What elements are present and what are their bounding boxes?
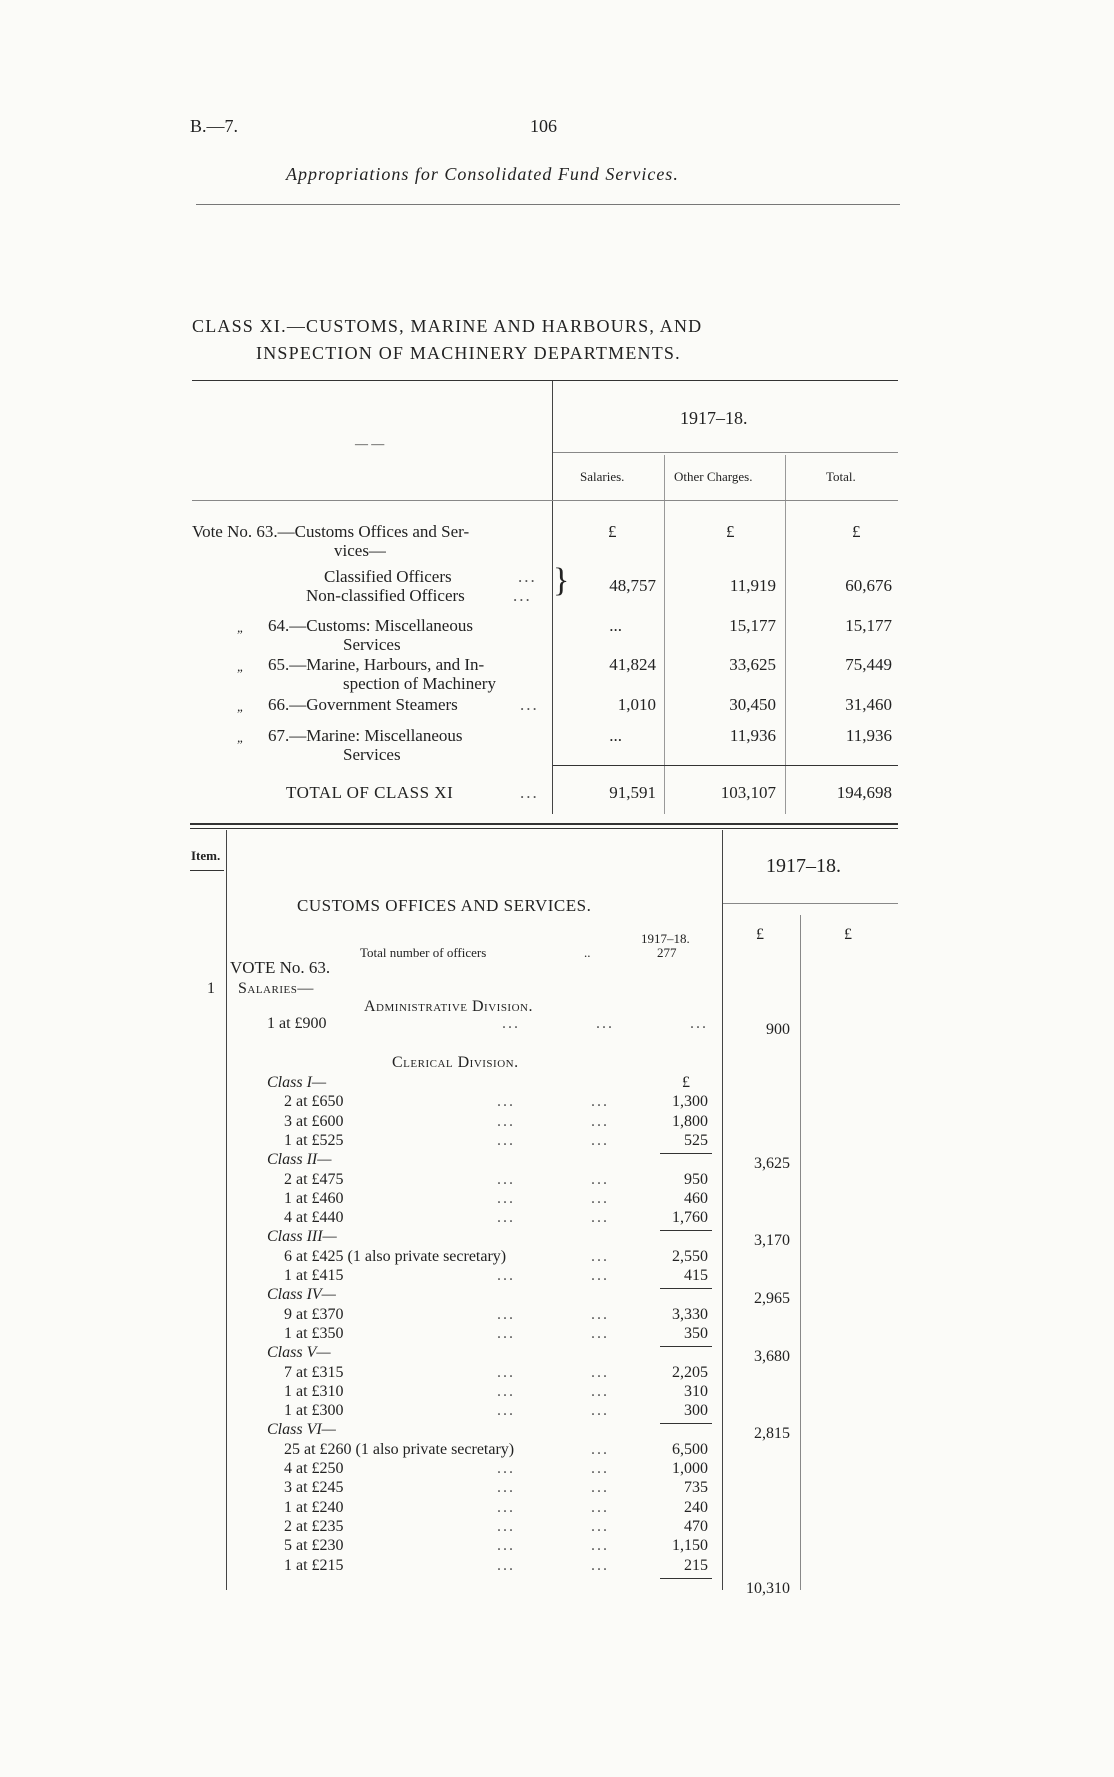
vote-66-total: 31,460 — [845, 695, 892, 714]
class-subtotal: 3,170 — [754, 1232, 790, 1250]
admin-division-heading: Administrative Division. — [364, 998, 533, 1015]
leader-dots: ... — [513, 586, 532, 605]
leader-dots: ... — [497, 1517, 515, 1535]
header-bottom-rule — [192, 500, 898, 501]
salary-line-amount: 950 — [684, 1170, 708, 1188]
item-column-header: Item. — [191, 848, 221, 863]
leader-dots: ... — [591, 1537, 609, 1555]
vote-65-other: 33,625 — [729, 655, 776, 674]
subtotal-rule — [660, 1578, 712, 1579]
salary-line-label: 2 at £650 — [284, 1093, 344, 1111]
leader-dots: ... — [497, 1093, 515, 1111]
leader-dots: ... — [497, 1112, 515, 1130]
salary-line-amount: 1,300 — [672, 1093, 708, 1111]
vote-65-label: 65.—Marine, Harbours, and In- — [268, 655, 485, 674]
leader-dots: ... — [497, 1382, 515, 1400]
vote-64-label: 64.—Customs: Miscellaneous — [268, 616, 473, 635]
vote-64-label-cont: Services — [343, 635, 401, 654]
leader-dots: ... — [497, 1209, 515, 1227]
leader-dots: ... — [497, 1324, 515, 1342]
leader-dots: ... — [502, 1015, 520, 1032]
salary-line-label: 1 at £310 — [284, 1382, 344, 1400]
summary-bottom-rule — [190, 828, 898, 829]
salary-line-amount: 2,205 — [672, 1363, 708, 1381]
vote-64-salaries: ... — [609, 616, 622, 635]
leader-dots: ... — [497, 1460, 515, 1477]
header-rule — [196, 204, 900, 205]
class-name: Class II— — [267, 1151, 332, 1169]
salary-line-amount: 1,800 — [672, 1112, 708, 1130]
salary-line-amount: 310 — [684, 1382, 708, 1400]
class-name: Class IV— — [267, 1286, 336, 1304]
vote-67-total: 11,936 — [845, 726, 892, 745]
ditto-mark: „ — [237, 730, 245, 745]
salary-line-amount: 470 — [684, 1517, 708, 1535]
pound-sign: £ — [756, 926, 764, 943]
class-name: Class I— — [267, 1074, 327, 1091]
class-name: Class III— — [267, 1228, 337, 1246]
salary-line-label: 4 at £440 — [284, 1209, 344, 1227]
salary-line-amount: 735 — [684, 1479, 708, 1497]
salary-line-amount: 525 — [684, 1131, 708, 1149]
summary-divider — [785, 455, 786, 814]
leader-dots: ... — [591, 1267, 609, 1284]
vote-65-label-cont: spection of Machinery — [343, 674, 496, 693]
class-subtotal: 2,815 — [754, 1425, 790, 1443]
item-number: 1 — [207, 980, 215, 997]
page-number: 106 — [530, 116, 557, 136]
leader-dots: ... — [591, 1382, 609, 1400]
vote-65-total: 75,449 — [845, 655, 892, 674]
year-rule — [553, 452, 898, 453]
salary-line-label: 2 at £235 — [284, 1517, 344, 1535]
leader-dots: ... — [520, 695, 539, 714]
vote-64-total: 15,177 — [845, 616, 892, 635]
salary-line-label: 6 at £425 (1 also private secretary) — [284, 1247, 507, 1265]
vote-66-salaries: 1,010 — [617, 695, 656, 714]
subtotal-rule — [660, 1346, 712, 1347]
detail-year-rule — [723, 903, 898, 904]
subtotal-rule — [660, 1423, 712, 1424]
vote-66-label: 66.—Government Steamers — [268, 695, 458, 714]
summary-blank-header: — — — [355, 436, 385, 451]
officers-year: 1917–18. — [641, 931, 690, 946]
leader-dots: ... — [497, 1170, 515, 1188]
salary-line-label: 1 at £460 — [284, 1189, 344, 1207]
total-other: 103,107 — [720, 783, 776, 802]
salary-line-label: 1 at £525 — [284, 1131, 344, 1149]
currency-other: £ — [726, 522, 735, 541]
detail-year: 1917–18. — [766, 855, 841, 877]
class-title-line1: CLASS XI.—CUSTOMS, MARINE AND HARBOURS, AND — [192, 316, 703, 336]
class-title-line2: INSPECTION OF MACHINERY DEPARTMENTS. — [256, 343, 681, 363]
col-header-other-charges: Other Charges. — [674, 469, 753, 484]
leader-dots: ... — [591, 1402, 609, 1420]
admin-line: 1 at £900 — [267, 1015, 327, 1032]
salary-line-amount: 3,330 — [672, 1305, 708, 1323]
total-rule — [553, 765, 898, 766]
vote-63-total: 60,676 — [845, 576, 892, 595]
vote-63-label: Vote No. 63.—Customs Offices and Ser- — [192, 522, 470, 541]
leader-dots: ... — [591, 1556, 609, 1574]
salary-line-amount: 1,000 — [672, 1460, 708, 1477]
leader-dots: ... — [591, 1363, 609, 1381]
salary-line-amount: 215 — [684, 1556, 708, 1574]
document-reference: B.—7. — [190, 116, 239, 136]
salary-line-amount: 350 — [684, 1324, 708, 1342]
col-header-total: Total. — [826, 469, 856, 484]
subtotal-rule — [660, 1288, 712, 1289]
leader-dots: ... — [591, 1131, 609, 1149]
summary-year: 1917–18. — [680, 408, 748, 428]
salary-line-label: 1 at £415 — [284, 1267, 344, 1284]
leader-dots: ... — [591, 1517, 609, 1535]
vote-67-salaries: ... — [609, 726, 622, 745]
class-subtotal: 10,310 — [746, 1579, 790, 1597]
subtotal-rule — [660, 1230, 712, 1231]
salary-line-label: 9 at £370 — [284, 1305, 344, 1323]
leader-dots: ... — [497, 1556, 515, 1574]
class-subtotal: 3,625 — [754, 1155, 790, 1173]
salary-line-label: 1 at £240 — [284, 1498, 344, 1516]
salary-line-amount: 6,500 — [672, 1440, 708, 1458]
salary-line-label: 1 at £215 — [284, 1556, 344, 1574]
col-header-salaries: Salaries. — [580, 469, 625, 484]
ditto-mark: „ — [237, 659, 245, 674]
classified-officers-label: Classified Officers — [324, 567, 452, 586]
item-column-divider — [226, 830, 227, 1590]
leader-dots: ... — [497, 1305, 515, 1323]
salary-line-amount: 300 — [684, 1402, 708, 1420]
class-name: Class V— — [267, 1344, 331, 1362]
leader-dots: ... — [591, 1170, 609, 1188]
leader-dots: ... — [591, 1112, 609, 1130]
leader-dots: ... — [591, 1093, 609, 1111]
vote-64-other: 15,177 — [729, 616, 776, 635]
salary-line-label: 3 at £245 — [284, 1479, 344, 1497]
leader-dots: ... — [497, 1402, 515, 1420]
vote-67-other: 11,936 — [729, 726, 776, 745]
leader-dots: ... — [591, 1324, 609, 1342]
salary-line-label: 5 at £230 — [284, 1537, 344, 1555]
item-header-rule — [190, 870, 224, 871]
leader-dots: ... — [518, 567, 537, 586]
leader-dots: ... — [497, 1267, 515, 1284]
salary-line-amount: 1,760 — [672, 1209, 708, 1227]
leader-dots: ... — [591, 1247, 609, 1265]
leader-dots: ... — [591, 1498, 609, 1516]
salary-line-label: 7 at £315 — [284, 1363, 344, 1381]
vote-63-salaries: 48,757 — [609, 576, 656, 595]
leader-dots: ... — [497, 1537, 515, 1555]
class-subtotal: 3,680 — [754, 1348, 790, 1366]
leader-dots: ... — [497, 1498, 515, 1516]
leader-dots: ... — [591, 1479, 609, 1497]
summary-top-rule — [192, 380, 898, 381]
page-subtitle: Appropriations for Consolidated Fund Services. — [286, 164, 679, 184]
salary-line-amount: 240 — [684, 1498, 708, 1516]
currency-salaries: £ — [608, 522, 617, 541]
clerical-division-heading: Clerical Division. — [392, 1054, 519, 1071]
section-title: CUSTOMS OFFICES AND SERVICES. — [297, 896, 592, 915]
vote-63-label-cont: vices— — [334, 541, 386, 560]
admin-value: 900 — [766, 1021, 790, 1038]
leader-dots: ... — [497, 1479, 515, 1497]
pound-sign: £ — [682, 1074, 690, 1091]
salaries-label: Salaries— — [238, 980, 314, 997]
brace: } — [553, 562, 570, 599]
salary-line-label: 25 at £260 (1 also private secretary) — [284, 1440, 515, 1458]
vote-67-label-cont: Services — [343, 745, 401, 764]
salary-line-label: 3 at £600 — [284, 1112, 344, 1130]
officers-label: Total number of officers — [360, 945, 487, 960]
leader-dots: ... — [497, 1131, 515, 1149]
leader-dots: ... — [591, 1440, 609, 1458]
summary-divider — [664, 455, 665, 814]
officers-count: 277 — [657, 945, 677, 960]
leader-dots: ... — [591, 1189, 609, 1207]
leader-dots: ... — [591, 1209, 609, 1227]
leader-dots: ... — [591, 1460, 609, 1477]
summary-bottom-rule — [190, 823, 898, 825]
salary-line-amount: 2,550 — [672, 1247, 708, 1265]
class-name: Class VI— — [267, 1421, 336, 1439]
salary-line-label: 4 at £250 — [284, 1460, 344, 1477]
salary-line-label: 1 at £300 — [284, 1402, 344, 1420]
leader-dots: ... — [520, 783, 539, 802]
leader-dots: ... — [690, 1015, 708, 1032]
subtotal-rule — [660, 1153, 712, 1154]
vote-63-other: 11,919 — [729, 576, 776, 595]
ditto-mark: „ — [237, 620, 245, 635]
amount-column-divider — [800, 915, 801, 1590]
nonclassified-officers-label: Non-classified Officers — [306, 586, 465, 605]
vote-label: VOTE No. 63. — [230, 958, 331, 977]
vote-66-other: 30,450 — [729, 695, 776, 714]
salary-line-amount: 460 — [684, 1189, 708, 1207]
vote-67-label: 67.—Marine: Miscellaneous — [268, 726, 463, 745]
currency-total: £ — [852, 522, 861, 541]
class-subtotal: 2,965 — [754, 1290, 790, 1308]
total-class-label: TOTAL OF CLASS XI — [286, 783, 454, 802]
salary-line-amount: 1,150 — [672, 1537, 708, 1555]
leader-dots: ... — [497, 1189, 515, 1207]
pound-sign: £ — [844, 926, 852, 943]
salary-line-label: 1 at £350 — [284, 1324, 344, 1342]
salary-line-label: 2 at £475 — [284, 1170, 344, 1188]
leader-dots: ... — [596, 1015, 614, 1032]
leader-dots: ... — [497, 1363, 515, 1381]
ditto-mark: „ — [237, 699, 245, 714]
leader-dots: .. — [584, 945, 591, 960]
vote-65-salaries: 41,824 — [609, 655, 656, 674]
salary-line-amount: 415 — [684, 1267, 708, 1284]
total-total: 194,698 — [836, 783, 892, 802]
leader-dots: ... — [591, 1305, 609, 1323]
total-salaries: 91,591 — [609, 783, 656, 802]
amount-column-divider — [722, 830, 723, 1590]
